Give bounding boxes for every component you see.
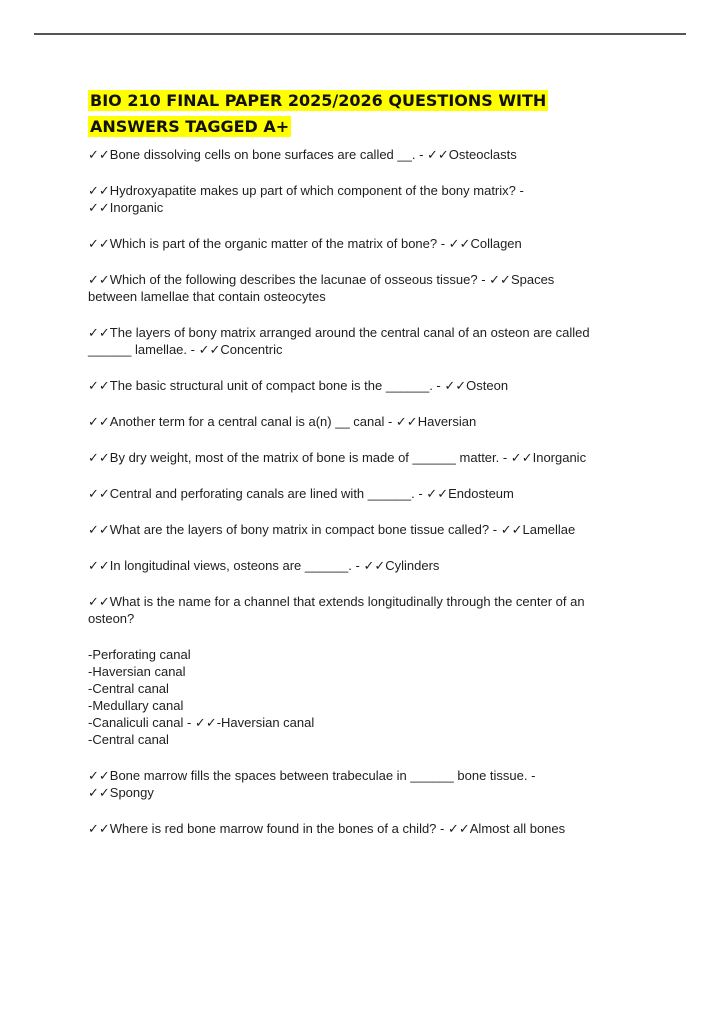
qa-item: ✓✓By dry weight, most of the matrix of bone is made of ______ matter. - ✓✓Inorganic <box>88 450 587 465</box>
qa-item: ✓✓The basic structural unit of compact bone is the ______. - ✓✓Osteon <box>88 378 509 393</box>
document-body <box>88 88 658 856</box>
top-divider <box>34 33 686 35</box>
qa-item: ✓✓The layers of bony matrix arranged around the central canal of an osteon are called ______ lamellae. - ✓✓Concentric <box>88 325 590 357</box>
document-title <box>88 88 658 140</box>
qa-item: ✓✓Bone dissolving cells on bone surfaces are called __. - ✓✓Osteoclasts <box>88 147 517 162</box>
answer-options-list: -Perforating canal -Haversian canal -Central canal -Medullary canal -Canaliculi canal - ✓✓-Haversian canal -Central canal <box>88 647 315 747</box>
qa-item: ✓✓Where is red bone marrow found in the bones of a child? - ✓✓Almost all bones <box>88 821 566 836</box>
qa-item: ✓✓Which is part of the organic matter of the matrix of bone? - ✓✓Collagen <box>88 236 522 251</box>
qa-item: ✓✓Hydroxyapatite makes up part of which component of the bony matrix? - ✓✓Inorganic <box>88 183 524 215</box>
qa-item: ✓✓What are the layers of bony matrix in compact bone tissue called? - ✓✓Lamellae <box>88 522 576 537</box>
qa-item: ✓✓Another term for a central canal is a(n) __ canal - ✓✓Haversian <box>88 414 477 429</box>
qa-item: ✓✓Bone marrow fills the spaces between trabeculae in ______ bone tissue. - ✓✓Spongy <box>88 768 536 800</box>
qa-item: ✓✓Central and perforating canals are lined with ______. - ✓✓Endosteum <box>88 486 514 501</box>
qa-item: ✓✓In longitudinal views, osteons are ______. - ✓✓Cylinders <box>88 558 440 573</box>
title-line-2: ANSWERS TAGGED A+ <box>90 117 290 136</box>
qa-item: ✓✓Which of the following describes the lacunae of osseous tissue? - ✓✓Spaces between lamellae that contain osteocytes <box>88 272 555 304</box>
qa-item: ✓✓What is the name for a channel that extends longitudinally through the center of an osteon? <box>88 594 585 626</box>
title-line-1: BIO 210 FINAL PAPER 2025/2026 QUESTIONS WITH <box>90 91 547 110</box>
